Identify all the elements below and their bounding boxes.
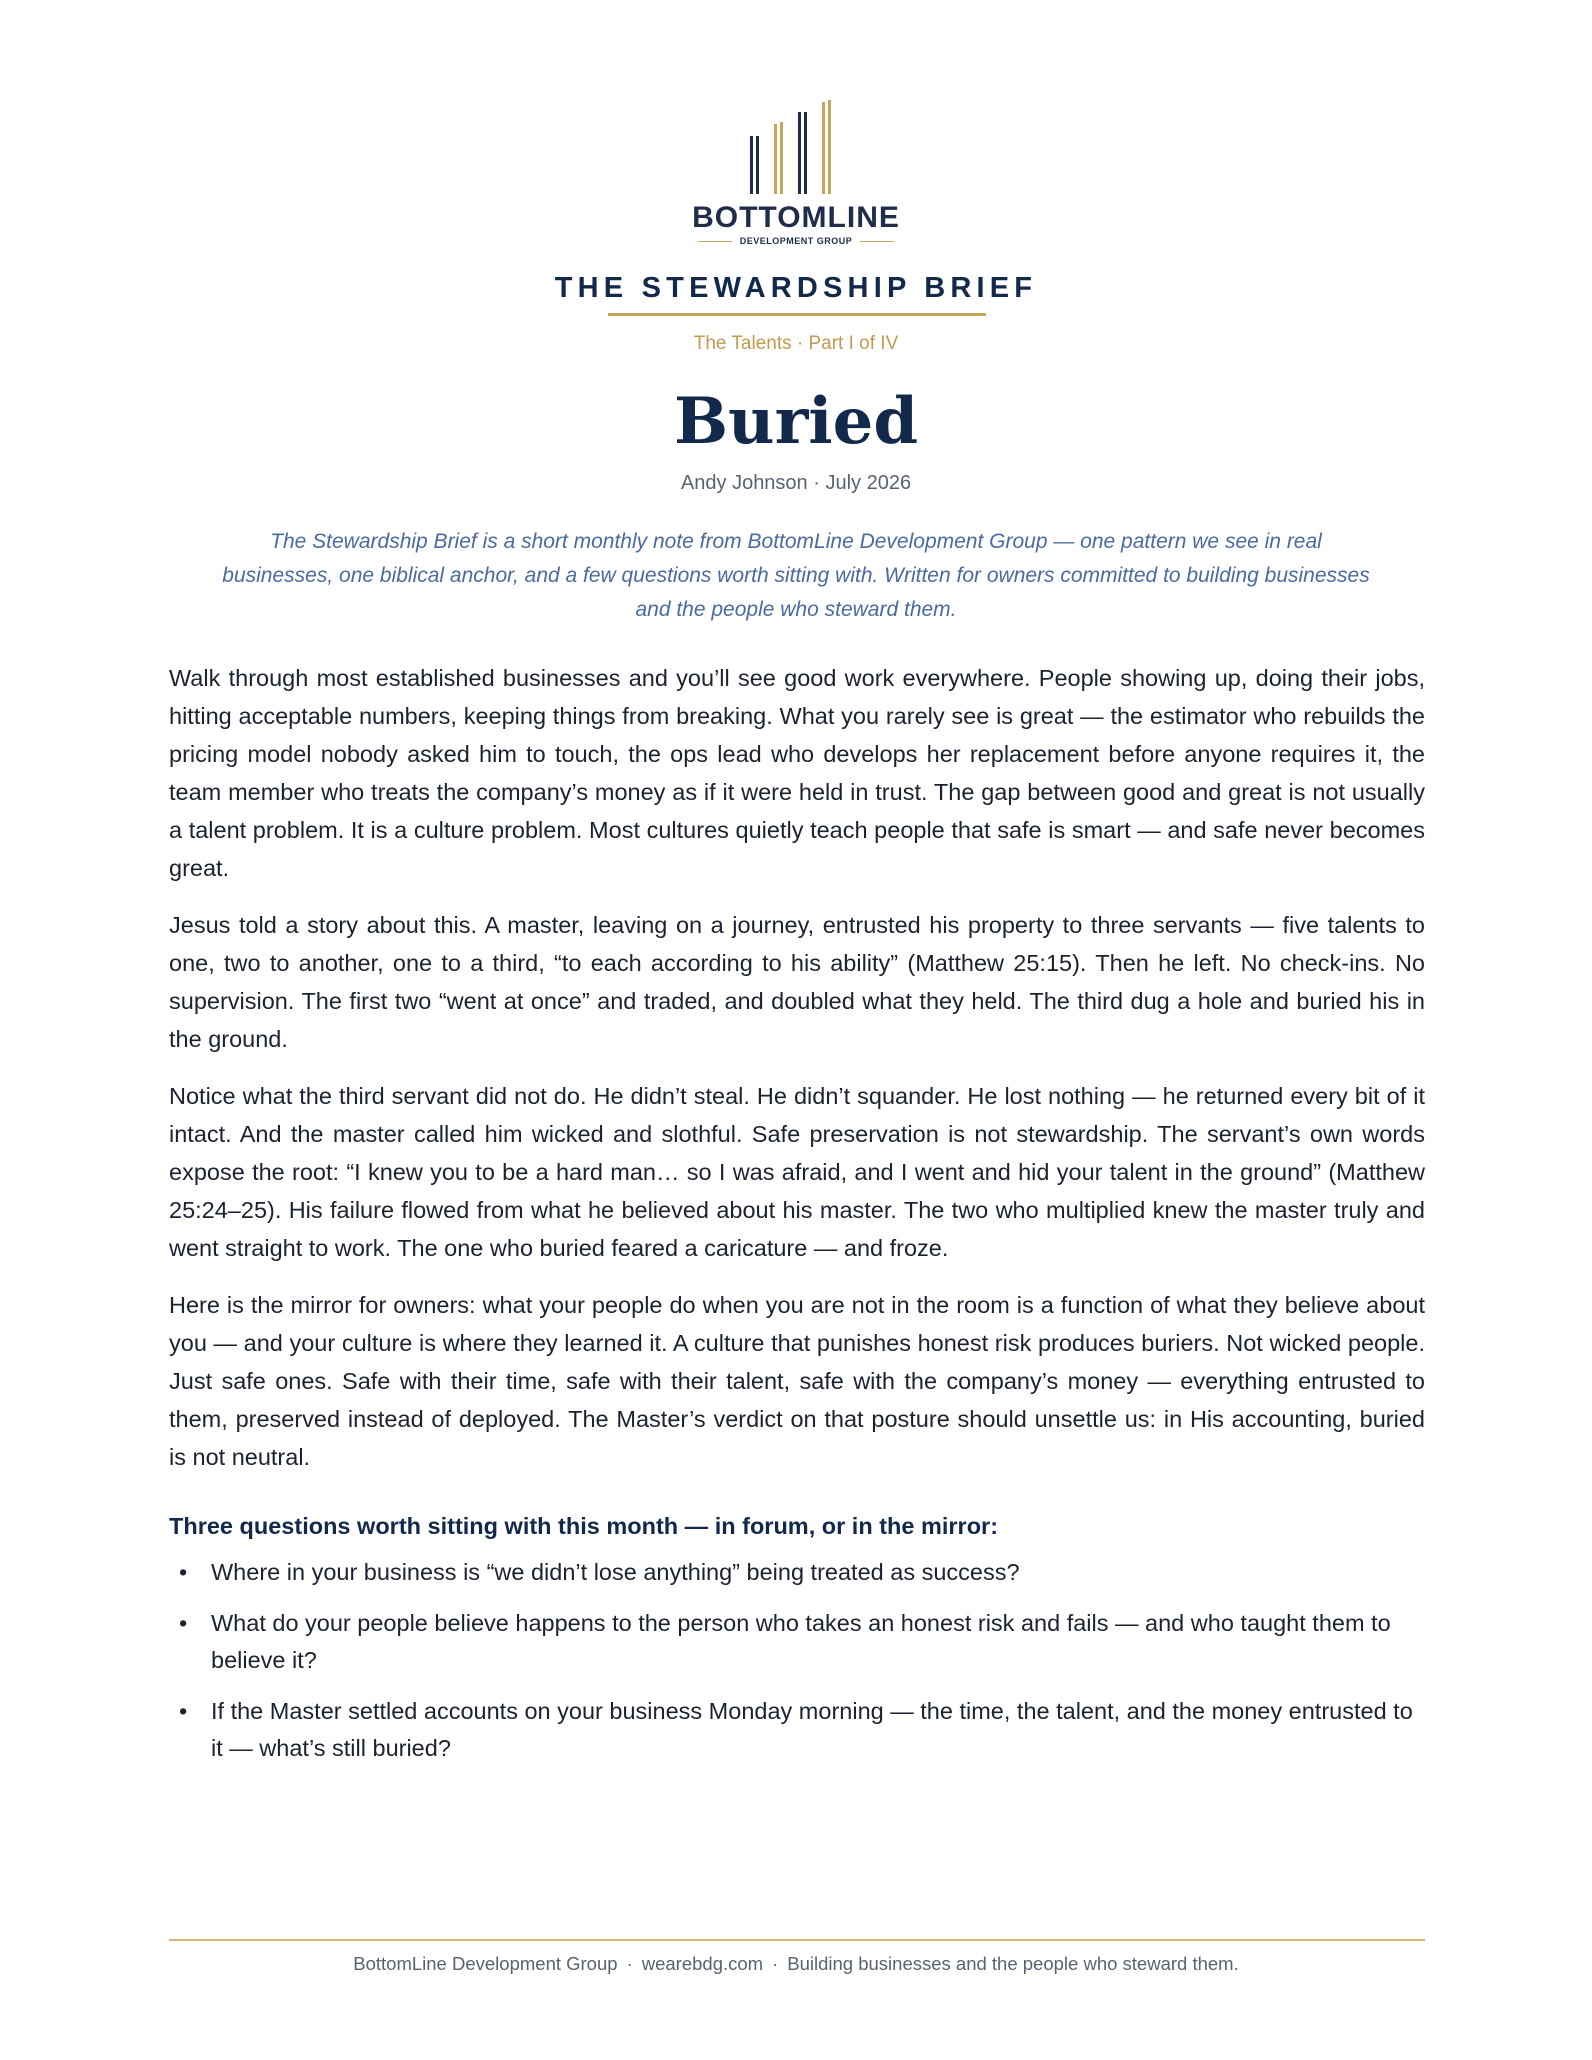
list-item: [169, 1693, 1425, 1767]
article-body: [169, 659, 1425, 1781]
questions-list: [169, 1554, 1425, 1767]
question-text: If the Master settled accounts on your business Monday morning — the time, the talent, and the money entrusted to it — what’s still buried?: [211, 1698, 1413, 1761]
footer-tagline: Building businesses and the people who steward them.: [787, 1953, 1239, 1974]
questions-heading: Three questions worth sitting with this month — in forum, or in the mirror:: [169, 1513, 999, 1539]
footer-separator: ·: [626, 1953, 633, 1974]
bar-chart-logo-icon: [746, 100, 846, 194]
list-item: [169, 1554, 1425, 1591]
footer-company: BottomLine Development Group: [353, 1953, 618, 1974]
footer-divider: [169, 1939, 1425, 1941]
paragraph: Jesus told a story about this. A master, leaving on a journey, entrusted his property to three servants — five talents to one, two to another, one to a third, “to each according to his ability” (Matthew 25:15). Then he left. No check-ins. No supervision. The first two “went at once” and traded, and doubled what they held. The third dug a hole and buried his in the ground.: [169, 912, 1425, 1052]
question-text: What do your people believe happens to the person who takes an honest risk and fails — and who taught them to believe it?: [211, 1610, 1391, 1673]
question-text: Where in your business is “we didn’t lose anything” being treated as success?: [211, 1559, 1020, 1585]
paragraph: Walk through most established businesses and you’ll see good work everywhere. People showing up, doing their jobs, hitting acceptable numbers, keeping things from breaking. What you rarely see is great — the estimator who rebuilds the pricing model nobody asked him to touch, the ops lead who develops her replacement before anyone requires it, the team member who treats the company’s money as if it were held in trust. The gap between good and great is not usually a talent problem. It is a culture problem. Most cultures quietly teach people that safe is smart — and safe never becomes great.: [169, 665, 1425, 881]
company-logo: [0, 100, 1592, 246]
paragraph: Here is the mirror for owners: what your people do when you are not in the room is a function of what they believe about you — and your culture is where they learned it. A culture that punishes honest risk produces buriers. Not wicked people. Just safe ones. Safe with their time, safe with their talent, safe with the company’s money — everything entrusted to them, preserved instead of deployed. The Master’s verdict on that posture should unsettle us: in His accounting, buried is not neutral.: [169, 1292, 1425, 1470]
series-label: The Talents · Part I of IV: [693, 333, 899, 354]
logo-subline: [0, 236, 1592, 246]
logo-rule-left: [698, 241, 732, 242]
page-title: Buried: [673, 384, 919, 459]
bullet: •: [179, 1559, 188, 1585]
logo-wordmark: BOTTOMLINE: [692, 201, 900, 234]
footer: [0, 1953, 1592, 1975]
intro-note: The Stewardship Brief is a short monthly note from BottomLine Development Group — one pattern we see in real businesses, one biblical anchor, and a few questions worth sitting with. Written for owners committed to building businesses and the people who steward them.: [222, 530, 1370, 621]
bullet: •: [179, 1698, 188, 1724]
title-divider: [608, 313, 986, 316]
bullet: •: [179, 1610, 188, 1636]
footer-separator: ·: [772, 1953, 779, 1974]
logo-subline-text: DEVELOPMENT GROUP: [739, 236, 853, 246]
list-item: [169, 1605, 1425, 1679]
paragraph: Notice what the third servant did not do. He didn’t steal. He didn’t squander. He lost nothing — he returned every bit of it intact. And the master called him wicked and slothful. Safe preservation is not stewardship. The servant’s own words expose the root: “I knew you to be a hard man… so I was afraid, and I went and hid your talent in the ground” (Matthew 25:24–25). His failure flowed from what he believed about his master. The two who multiplied knew the master truly and went straight to work. The one who buried feared a caricature — and froze.: [169, 1083, 1425, 1261]
brief-title: THE STEWARDSHIP BRIEF: [554, 272, 1038, 304]
logo-rule-right: [860, 241, 894, 242]
footer-website: wearebdg.com: [641, 1953, 764, 1974]
byline: Andy Johnson · July 2026: [680, 472, 912, 494]
